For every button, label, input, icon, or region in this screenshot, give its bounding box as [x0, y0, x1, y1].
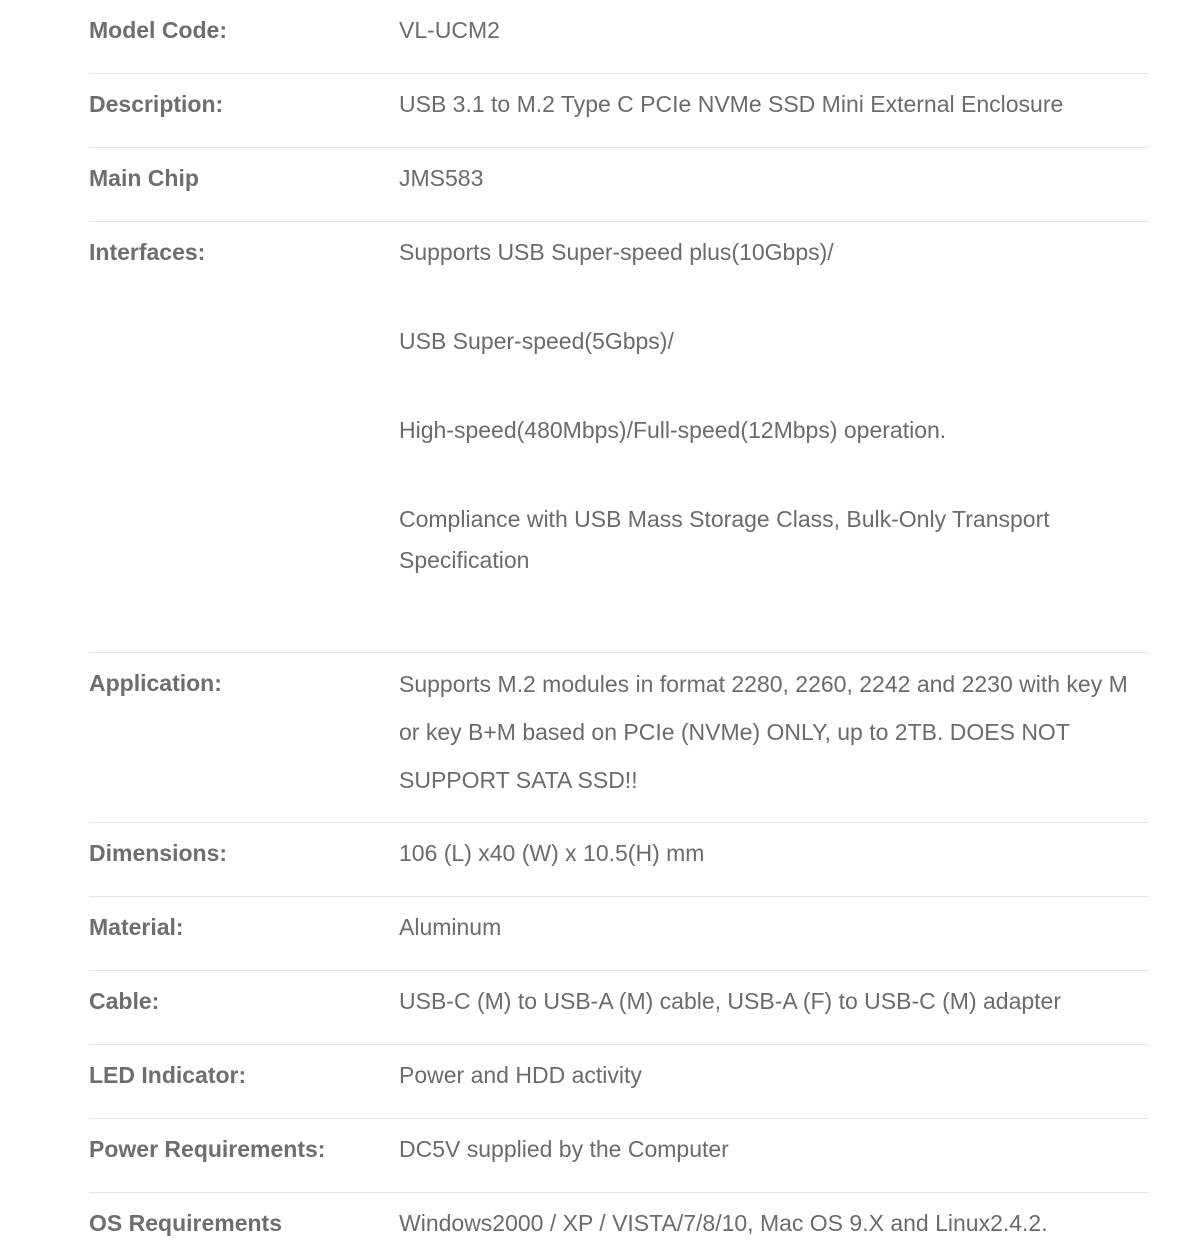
spec-value-text: 106 (L) x40 (W) x 10.5(H) mm: [399, 840, 705, 866]
spec-value-text: DC5V supplied by the Computer: [399, 1136, 729, 1162]
spec-value: [399, 74, 1149, 147]
spec-value: [399, 823, 1149, 896]
spec-value-text: USB Super-speed(5Gbps)/: [399, 328, 674, 354]
spec-label: Power Requirements:: [89, 1136, 326, 1162]
spec-value-text: JMS583: [399, 165, 484, 191]
spec-row-description: [89, 74, 1149, 148]
spec-row-os-requirements: [89, 1193, 1149, 1253]
spec-label: Application:: [89, 670, 222, 696]
spec-value: [399, 148, 1149, 221]
spec-value: [399, 653, 1149, 822]
spec-value-text: Supports USB Super-speed plus(10Gbps)/: [399, 239, 834, 265]
spec-value: [399, 1045, 1149, 1118]
spec-label: Material:: [89, 914, 184, 940]
spec-value-text: Power and HDD activity: [399, 1062, 642, 1088]
spec-label: Model Code:: [89, 17, 227, 43]
spec-value-text: Compliance with USB Mass Storage Class, Bulk-Only Transport Specification: [399, 506, 1050, 573]
spec-row-cable: [89, 971, 1149, 1045]
spec-value: [399, 897, 1149, 970]
spec-value: [399, 1193, 1149, 1253]
spec-label: Cable:: [89, 988, 160, 1014]
spec-value: [399, 1119, 1149, 1192]
spec-row-interfaces: [89, 222, 1149, 653]
spec-value-text: Aluminum: [399, 914, 502, 940]
spec-row-main-chip: [89, 148, 1149, 222]
spec-value-text: USB 3.1 to M.2 Type C PCIe NVMe SSD Mini External Enclosure: [399, 91, 1064, 117]
spec-row-application: [89, 653, 1149, 823]
spec-label: LED Indicator:: [89, 1062, 247, 1088]
spec-value-text: Windows2000 / XP / VISTA/7/8/10, Mac OS 9.X and Linux2.4.2.: [399, 1210, 1048, 1236]
spec-label: Dimensions:: [89, 840, 228, 866]
spec-row-model-code: [89, 0, 1149, 74]
spec-value-text: High-speed(480Mbps)/Full-speed(12Mbps) operation.: [399, 417, 947, 443]
spec-value: [399, 0, 1149, 73]
spec-row-led-indicator: [89, 1045, 1149, 1119]
spec-value: [399, 222, 1149, 652]
spec-label: Main Chip: [89, 165, 199, 191]
spec-value-text: VL-UCM2: [399, 17, 500, 43]
spec-row-power-requirements: [89, 1119, 1149, 1193]
spec-value-text: Supports M.2 modules in format 2280, 2260, 2242 and 2230 with key M or key B+M based on PCIe (NVMe) ONLY, up to 2TB. DOES NOT SUPPORT SATA SSD!!: [399, 671, 1128, 793]
spec-label: Description:: [89, 91, 224, 117]
spec-row-dimensions: [89, 823, 1149, 897]
spec-table: [89, 0, 1149, 1253]
spec-value: [399, 971, 1149, 1044]
spec-label: OS Requirements: [89, 1210, 282, 1236]
spec-row-material: [89, 897, 1149, 971]
spec-label: Interfaces:: [89, 239, 206, 265]
spec-value-text: USB-C (M) to USB-A (M) cable, USB-A (F) to USB-C (M) adapter: [399, 988, 1062, 1014]
